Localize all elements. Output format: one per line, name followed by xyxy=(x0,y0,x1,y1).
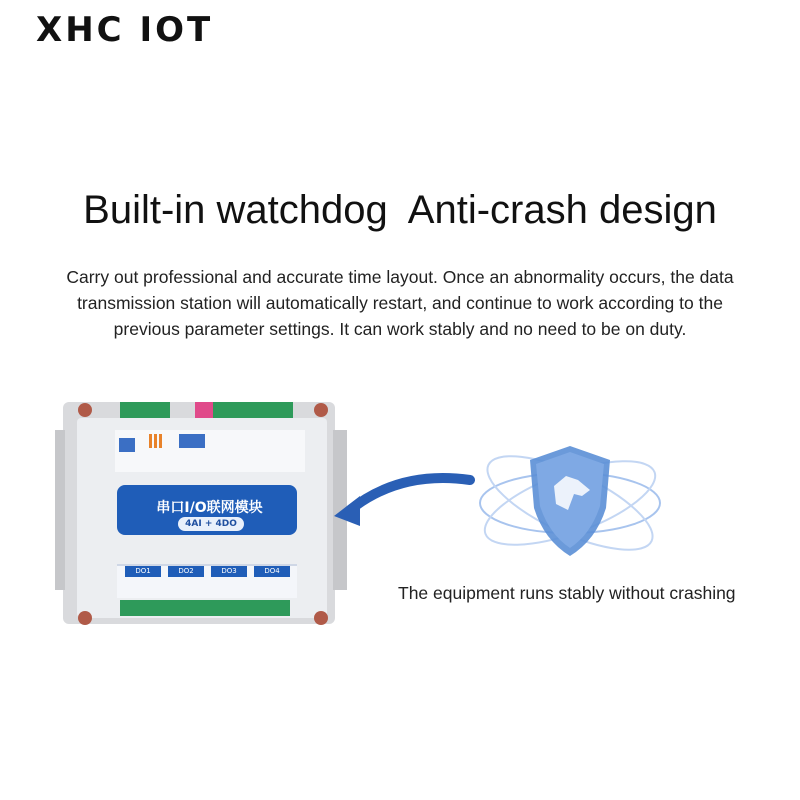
do-label: DO2 xyxy=(168,566,204,577)
page-title: Built-in watchdog Anti-crash design xyxy=(83,188,717,232)
do-label: DO3 xyxy=(211,566,247,577)
device-panel-title: 串口I/O联网模块 xyxy=(156,500,263,516)
do-label: DO1 xyxy=(125,566,161,577)
caption: The equipment runs stably without crashing xyxy=(398,583,736,603)
brand-logo: XHC IOT xyxy=(36,10,214,50)
curved-arrow-left-icon xyxy=(330,470,480,530)
do-label: DO4 xyxy=(254,566,290,577)
description-line: previous parameter settings. It can work stably and no need to be on duty. xyxy=(113,319,687,339)
description-line: transmission station will automatically restart, and continue to work according to the xyxy=(77,293,723,313)
watchdog-shield-icon xyxy=(470,438,670,568)
description-line: Carry out professional and accurate time layout. Once an abnormality occurs, the data xyxy=(66,267,734,287)
description xyxy=(30,264,770,342)
device-panel-subtitle: 4AI + 4DO xyxy=(178,517,244,531)
